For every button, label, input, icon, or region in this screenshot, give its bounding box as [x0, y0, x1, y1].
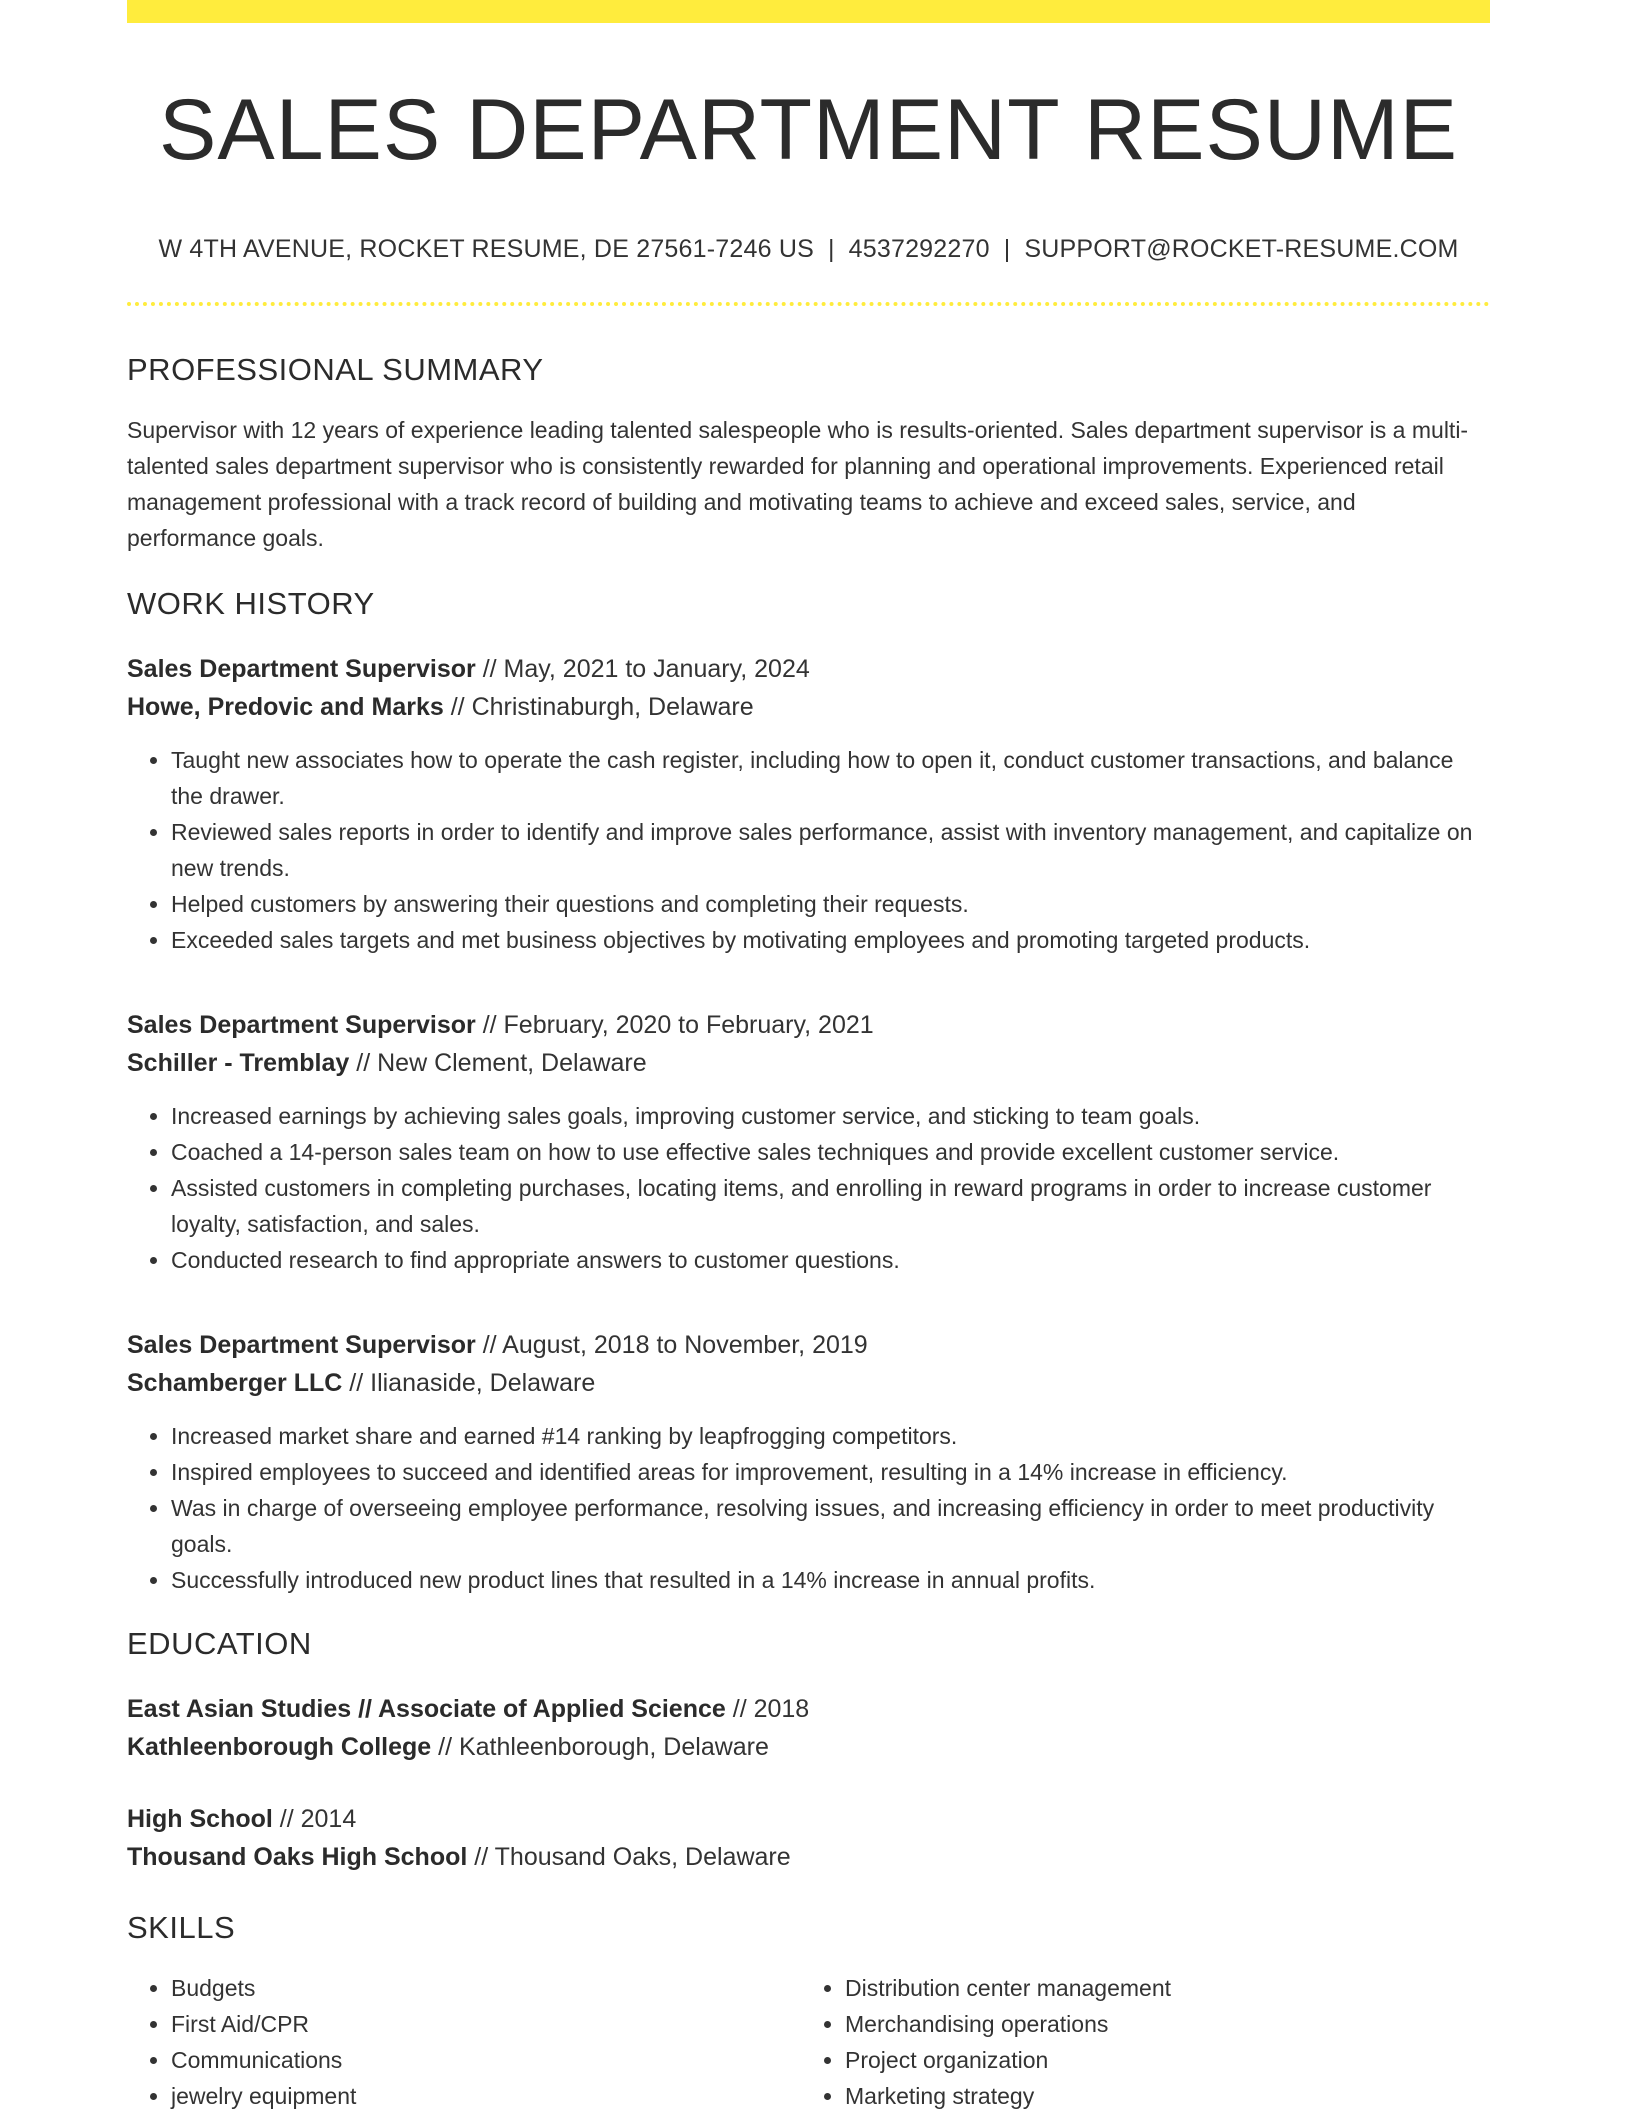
contact-address: W 4TH AVENUE, ROCKET RESUME, DE 27561-7246 US: [158, 234, 814, 263]
job-dates: // February, 2020 to February, 2021: [475, 1010, 874, 1039]
section-heading-summary: PROFESSIONAL SUMMARY: [127, 351, 544, 387]
education-school-line: [127, 1728, 1490, 1766]
education-school: Kathleenborough College: [127, 1732, 432, 1761]
job-bullet: • Increased market share and earned #14 ranking by leapfrogging competitors.: [171, 1418, 1490, 1454]
skills-column-right: [801, 1970, 1475, 2114]
job-bullet: • Reviewed sales reports in order to identify and improve sales performance, assist with inventory management, and capitalize on new trends.: [171, 814, 1490, 886]
section-heading-work: WORK HISTORY: [127, 585, 375, 621]
skill-item: • Budgets: [171, 1970, 801, 2006]
contact-email: SUPPORT@ROCKET-RESUME.COM: [1024, 234, 1459, 263]
skill-item: • Project organization: [845, 2042, 1475, 2078]
job-location: // New Clement, Delaware: [349, 1048, 647, 1077]
skills-list: [127, 1970, 1490, 2114]
job-title-line: [127, 1326, 1490, 1364]
education-school: Thousand Oaks High School: [127, 1842, 468, 1871]
job-title-line: [127, 650, 1490, 688]
summary-text: Supervisor with 12 years of experience leading talented salespeople who is results-oriented. Sales department supervisor is a multi-talented sales department supervisor who is consistently rewarded for planning and operational improvements. Experienced retail management professional with a track record of building and motivating teams to achieve and exceed sales, service, and performance goals.: [127, 416, 1469, 551]
job-dates: // May, 2021 to January, 2024: [475, 654, 810, 683]
education-degree-line: [127, 1800, 1490, 1838]
education-location: // Kathleenborough, Delaware: [431, 1732, 769, 1761]
skill-item: • First Aid/CPR: [171, 2006, 801, 2042]
skills-column-left: [127, 1970, 801, 2114]
job-bullets: [127, 1418, 1490, 1598]
job-bullet: • Assisted customers in completing purchases, locating items, and enrolling in reward programs in order to increase customer loyalty, satisfaction, and sales.: [171, 1170, 1490, 1242]
job-entry: [127, 650, 1490, 958]
resume-title: SALES DEPARTMENT RESUME: [159, 82, 1458, 178]
education-location: // Thousand Oaks, Delaware: [467, 1842, 791, 1871]
education-year: // 2018: [725, 1694, 810, 1723]
top-accent-bar: [127, 0, 1490, 23]
skill-item: • jewelry equipment: [171, 2078, 801, 2114]
job-location: // Christinaburgh, Delaware: [443, 692, 754, 721]
job-company: Schiller - Tremblay: [127, 1048, 350, 1077]
job-company: Schamberger LLC: [127, 1368, 343, 1397]
job-title: Sales Department Supervisor: [127, 1330, 476, 1359]
job-bullets: [127, 1098, 1490, 1278]
job-company-line: [127, 1364, 1490, 1402]
skill-item: • Distribution center management: [845, 1970, 1475, 2006]
section-heading-education: EDUCATION: [127, 1625, 312, 1661]
education-degree: East Asian Studies // Associate of Applied Science: [127, 1694, 726, 1723]
skill-item: • Communications: [171, 2042, 801, 2078]
job-bullet: • Helped customers by answering their questions and completing their requests.: [171, 886, 1490, 922]
job-bullet: • Exceeded sales targets and met business objectives by motivating employees and promoting targeted products.: [171, 922, 1490, 958]
job-bullet: • Was in charge of overseeing employee performance, resolving issues, and increasing efficiency in order to meet productivity goals.: [171, 1490, 1490, 1562]
section-heading-skills: SKILLS: [127, 1909, 236, 1945]
dotted-divider: [127, 302, 1490, 306]
education-entry: [127, 1800, 1490, 1876]
contact-line: [127, 235, 1490, 264]
job-bullets: [127, 742, 1490, 958]
education-school-line: [127, 1838, 1490, 1876]
job-company-line: [127, 688, 1490, 726]
education-degree-line: [127, 1690, 1490, 1728]
job-company-line: [127, 1044, 1490, 1082]
contact-phone: 4537292270: [848, 234, 990, 263]
job-title: Sales Department Supervisor: [127, 654, 476, 683]
education-year: // 2014: [272, 1804, 357, 1833]
job-bullet: • Coached a 14-person sales team on how to use effective sales techniques and provide excellent customer service.: [171, 1134, 1490, 1170]
job-company: Howe, Predovic and Marks: [127, 692, 444, 721]
contact-separator: |: [1003, 234, 1011, 263]
education-entry: [127, 1690, 1490, 1766]
skill-item: • Merchandising operations: [845, 2006, 1475, 2042]
job-title-line: [127, 1006, 1490, 1044]
skill-item: • Marketing strategy: [845, 2078, 1475, 2114]
job-bullet: • Inspired employees to succeed and identified areas for improvement, resulting in a 14% increase in efficiency.: [171, 1454, 1490, 1490]
job-bullet: • Taught new associates how to operate the cash register, including how to open it, conduct customer transactions, and balance the drawer.: [171, 742, 1490, 814]
job-entry: [127, 1326, 1490, 1598]
job-entry: [127, 1006, 1490, 1278]
job-bullet: • Successfully introduced new product lines that resulted in a 14% increase in annual profits.: [171, 1562, 1490, 1598]
job-location: // Ilianaside, Delaware: [342, 1368, 596, 1397]
job-bullet: • Conducted research to find appropriate answers to customer questions.: [171, 1242, 1490, 1278]
contact-separator: |: [827, 234, 835, 263]
job-bullet: • Increased earnings by achieving sales goals, improving customer service, and sticking to team goals.: [171, 1098, 1490, 1134]
education-degree: High School: [127, 1804, 273, 1833]
job-dates: // August, 2018 to November, 2019: [475, 1330, 868, 1359]
resume-page: [127, 0, 1490, 2114]
job-title: Sales Department Supervisor: [127, 1010, 476, 1039]
